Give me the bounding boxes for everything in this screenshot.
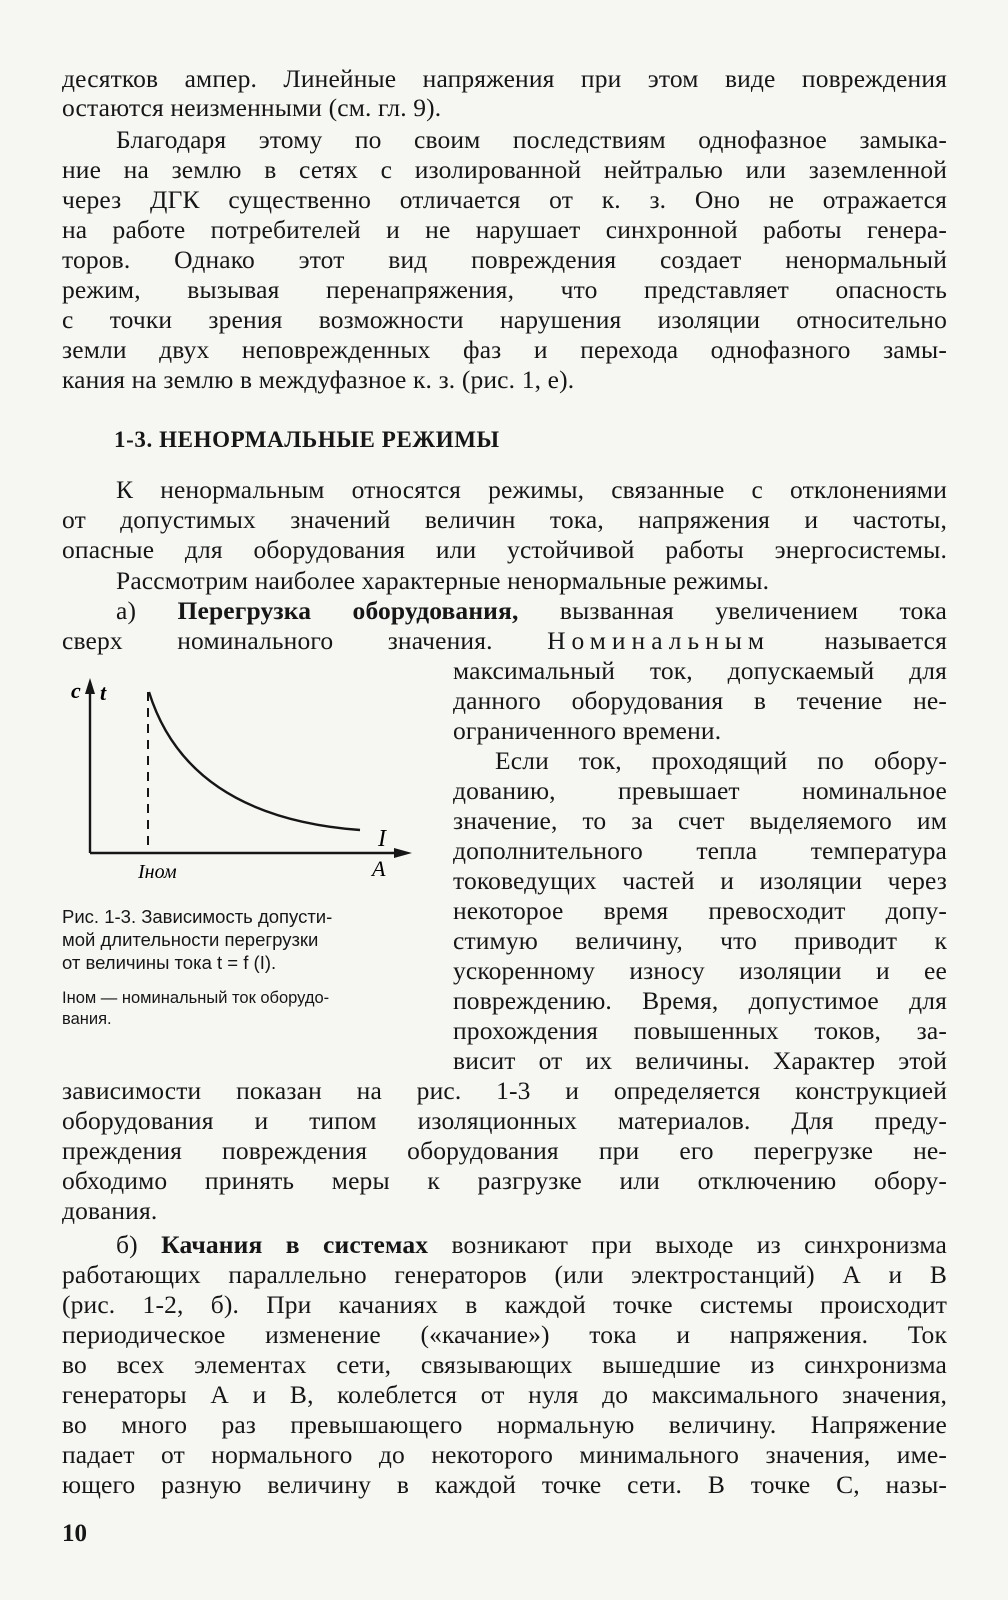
text-line: стимую величину, что приводит к [453,926,947,955]
section-heading: 1-3. НЕНОРМАЛЬНЫЕ РЕЖИМЫ [114,427,500,452]
text-line: режим, вызывая перенапряжения, что представляет опасность [62,275,947,304]
figure-caption: Рис. 1-3. Зависимость допусти- [62,906,333,927]
text-line: кания на землю в междуфазное к. з. (рис. 1, е). [62,365,575,394]
text-line: зависимости показан на рис. 1-3 и определяется конструкцией [62,1076,947,1105]
text-span: вызванная увеличением тока [518,596,947,625]
text-line: периодическое изменение («качание») тока и напряжения. Ток [62,1320,947,1349]
text-line: опасные для оборудования или устойчивой работы энергосистемы. [62,535,947,564]
figure-note: вания. [62,1010,112,1028]
text-line: прохождения повышенных токов, за- [453,1016,947,1045]
text-line: токоведущих частей и изоляции через [453,866,947,895]
figure-caption: от величины тока t = f (I). [62,952,277,973]
text-line: обходимо принять меры к разгрузке или отключению обору- [62,1166,947,1195]
y-axis-unit-label: с [71,678,81,703]
text-span: называется [770,626,947,655]
text-line: генераторы А и В, колеблется от нуля до максимального значения, [62,1380,947,1409]
term-nominal: Номинальным [547,626,771,655]
text-line: значение, то за счет выделяемого им [453,806,947,835]
text-line: ускоренному износу изоляции и ее [453,956,947,985]
list-marker: а) [116,596,178,625]
text-line: торов. Однако этот вид повреждения создает ненормальный [62,245,947,274]
text-line: преждения повреждения оборудования при его перегрузке не- [62,1136,947,1165]
x-axis-unit-label: А [372,856,386,881]
text-line: К ненормальным относятся режимы, связанные с отклонениями [116,475,947,504]
term-overload: Перегрузка оборудования, [177,596,519,625]
paragraph-a-line [116,596,947,626]
term-swings: Качания в системах [161,1230,429,1259]
text-line: ограниченного времени. [453,716,722,745]
text-line: десятков ампер. Линейные напряжения при этом виде повреждения [62,64,947,93]
text-line: с точки зрения возможности нарушения изоляции относительно [62,305,947,334]
y-axis-arrow [85,678,95,694]
text-line: максимальный ток, допускаемый для [453,656,947,685]
text-line: (рис. 1-2, б). При качаниях в каждой точке системы происходит [62,1290,947,1319]
text-line: земли двух неповрежденных фаз и перехода однофазного замы- [62,335,947,364]
text-line: дования. [62,1196,158,1225]
text-line: данного оборудования в течение не- [453,686,947,715]
text-line: Благодаря этому по своим последствиям однофазное замыка- [116,125,947,154]
text-line: на работе потребителей и не нарушает синхронной работы генера- [62,215,947,244]
text-line: во всех элементах сети, связывающих вышедшие из синхронизма [62,1350,947,1379]
text-line: работающих параллельно генераторов (или электростанций) А и В [62,1260,947,1289]
text-line: оборудования и типом изоляционных материалов. Для преду- [62,1106,947,1135]
text-line: повреждению. Время, допустимое для [453,986,947,1015]
figure-caption: мой длительности перегрузки [62,929,319,950]
text-span: сверх номинального значения. [62,626,548,655]
text-line: висит от их величины. Характер этой [453,1046,947,1075]
text-span: возникают при выходе из синхронизма [428,1230,947,1259]
list-marker: б) [116,1230,162,1259]
text-line: некоторое время превосходит допу- [453,896,947,925]
text-line: дованию, превышает номинальное [453,776,947,805]
text-line: во много раз превышающего нормальную величину. Напряжение [62,1410,947,1439]
text-line: остаются неизменными (см. гл. 9). [62,93,442,122]
y-axis-label: t [100,680,107,705]
figure-note: Iном — номинальный ток оборудо- [62,989,330,1007]
text-line: Рассмотрим наиболее характерные ненормальные режимы. [116,566,770,595]
figure-overload-curve [60,672,430,887]
paragraph-a-line [62,626,947,656]
nominal-current-label: Iном [138,861,177,883]
x-axis-label: I [378,826,386,852]
text-line: через ДГК существенно отличается от к. з. Оно не отражается [62,185,947,214]
x-axis-arrow [394,848,412,858]
paragraph-b-line [116,1230,947,1260]
text-line: падает от нормального до некоторого минимального значения, име- [62,1440,947,1469]
text-line: Если ток, проходящий по обору- [495,746,947,775]
page-number: 10 [62,1520,87,1547]
text-line: дополнительного тепла температура [453,836,947,865]
overload-time-curve [149,692,360,830]
text-line: от допустимых значений величин тока, напряжения и частоты, [62,505,947,534]
text-line: ющего разную величину в каждой точке сети. В точке С, назы- [62,1470,947,1499]
text-line: ние на землю в сетях с изолированной нейтралью или заземленной [62,155,947,184]
